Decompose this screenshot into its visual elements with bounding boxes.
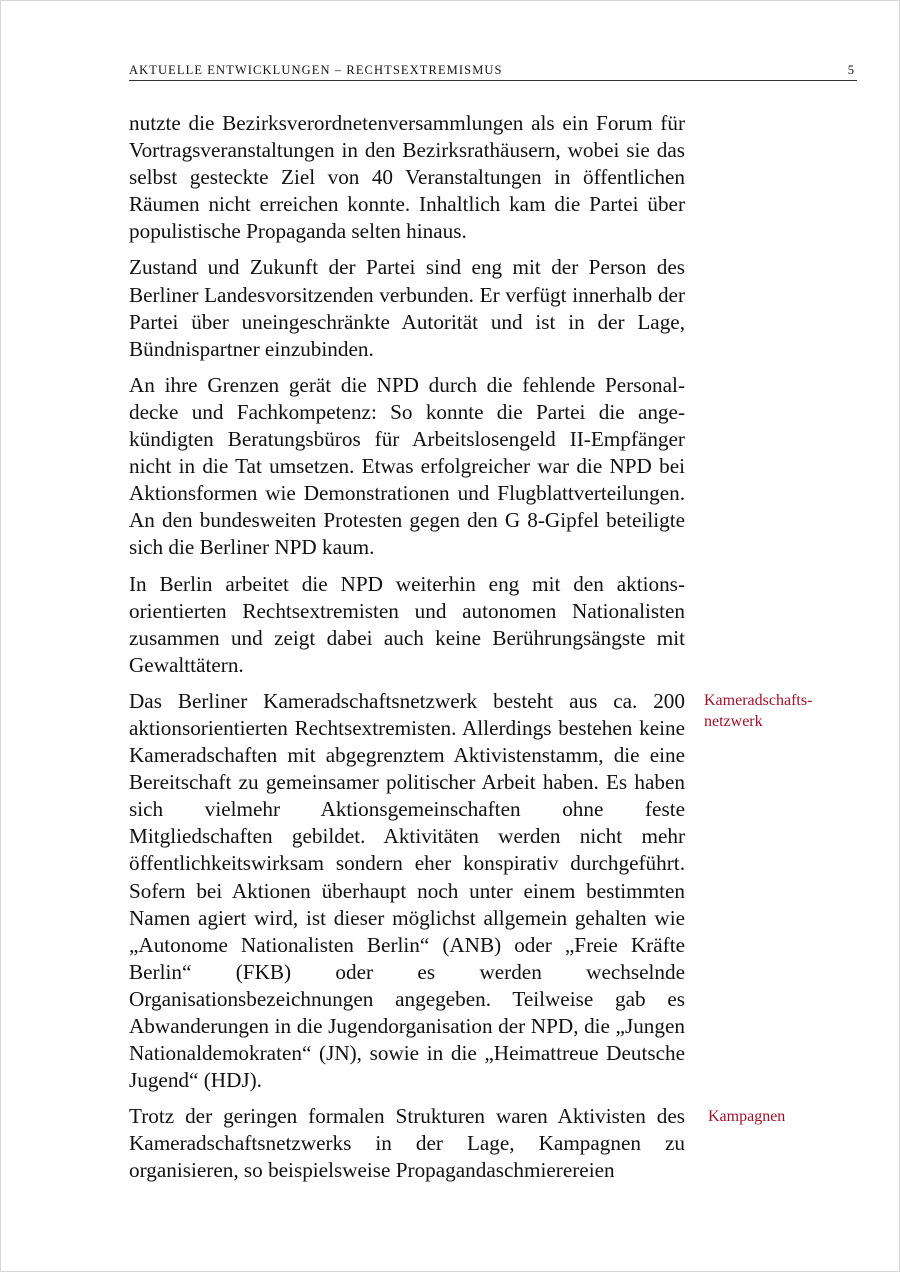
paragraph-bezirksverordnete: nutzte die Bezirksverordnetenversammlungen als ein Forum für Vortragsveranstaltungen in den Bezirksrathäusern, wobei sie das selbst gesteckte Ziel von 40 Veranstaltungen in öffentlichen Räumen nicht erreichen konnte. Inhaltlich kam die Partei über populistische Propaganda selten hinaus. — [129, 111, 685, 244]
running-title: AKTUELLE ENTWICKLUNGEN – RECHTSEXTREMISMUS — [129, 63, 503, 77]
page-number: 5 — [847, 63, 854, 77]
paragraph-landesvorsitzender: Zustand und Zukunft der Partei sind eng mit der Person des Berliner Landesvorsitzenden verbunden. Er verfügt innerhalb der Partei über uneingeschränkte Autorität und ist in der Lage, Bündnispartner einzubinden. — [129, 255, 685, 361]
body-text — [129, 110, 685, 1194]
margin-note-kameradschaftsnetzwerk — [704, 690, 812, 732]
margin-note-line-2: netzwerk — [704, 713, 763, 730]
margin-note-kampagnen: Kampagnen — [708, 1108, 786, 1125]
paragraph-kampagnen: Trotz der geringen formalen Strukturen waren Aktivisten des Kameradschaftsnetzwerks in der Lage, Kampagnen zu organisieren, so beispielsweise Propagandaschmierereien — [129, 1104, 685, 1183]
paragraph-grenzen: An ihre Grenzen gerät die NPD durch die fehlende Personaldecke und Fachkompetenz: So konnte die Partei die angekündigten Beratungsbüros für Arbeitslosengeld II-Empfänger nicht in die Tat umsetzen. Etwas erfolgreicher war die NPD bei Aktionsformen wie Demonstrationen und Flugblattverteilungen. An den bundesweiten Protesten gegen den G 8-Gipfel beteiligte sich die Berliner NPD kaum. — [129, 372, 685, 560]
running-header — [129, 63, 857, 81]
paragraph-kameradschaftsnetzwerk: Das Berliner Kameradschaftsnetzwerk besteht aus ca. 200 aktionsorientierten Rechtsextremisten. Allerdings bestehen keine Kameradschaften mit abgegrenztem Aktivistenstamm, die eine Bereitschaft zu gemeinsamer politischer Arbeit haben. Es haben sich vielmehr Aktionsgemeinschaften ohne feste Mitgliedschaften gebildet. Aktivitäten werden nicht mehr öffentlichkeitswirksam sondern eher konspirativ durchgeführt. Sofern bei Aktionen überhaupt noch unter einem bestimmten Namen agiert wird, ist dieser möglichst allgemein gehalten wie „Autonome Nationalisten Berlin“ (ANB) oder „Freie Kräfte Berlin“ (FKB) oder es werden wechselnde Organisationsbezeichnungen angegeben. Teilweise gab es Abwanderungen in die Jugendorganisation der NPD, die „Jungen Nationaldemokraten“ (JN), sowie in die „Heimattreue Deutsche Jugend“ (HDJ). — [129, 688, 685, 1093]
margin-note-line-1: Kameradschafts- — [704, 692, 813, 709]
paragraph-zusammenarbeit: In Berlin arbeitet die NPD weiterhin eng mit den aktionsorientierten Rechtsextremisten und autonomen Nationalisten zusammen und zeigt dabei auch keine Berührungsängste mit Gewalttätern. — [129, 571, 685, 677]
